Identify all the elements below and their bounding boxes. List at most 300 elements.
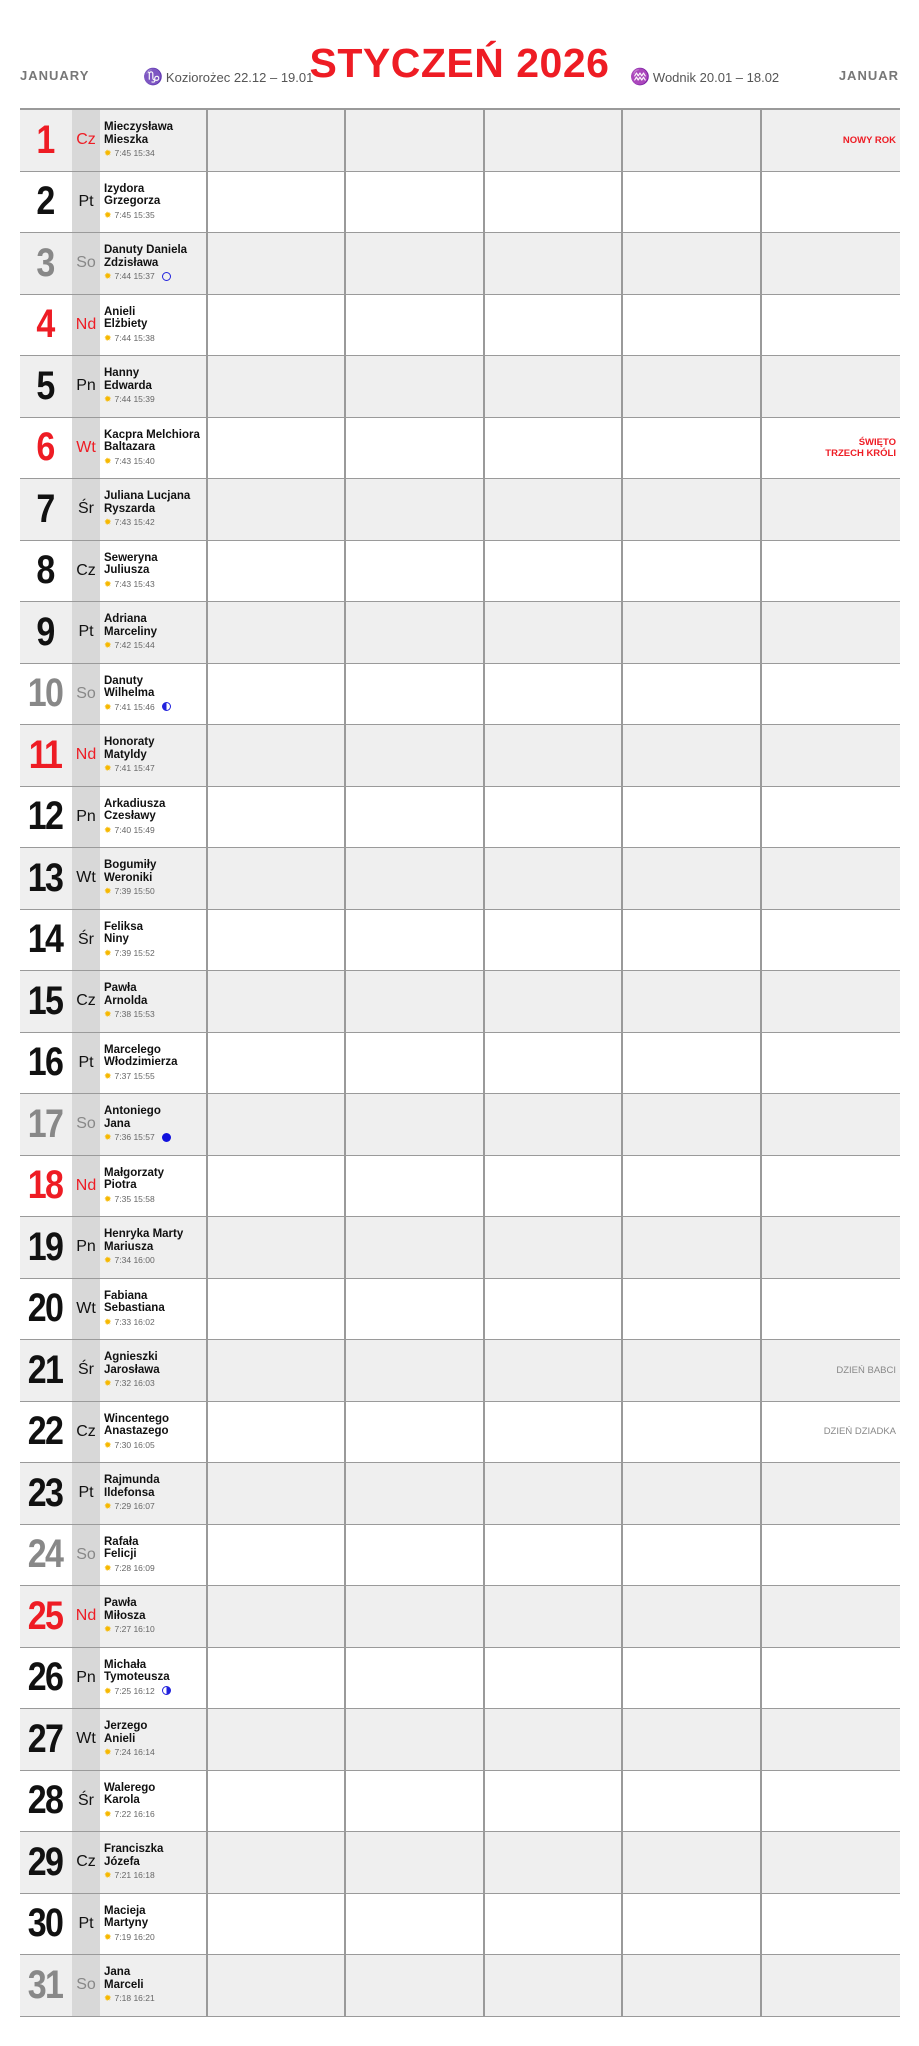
sun-times-text: 7:32 16:03 [114,1378,155,1388]
name-days [104,367,222,406]
day-row[interactable] [20,725,900,787]
column-divider [621,1156,623,1217]
column-divider [621,602,623,663]
column-divider [760,172,762,233]
holiday-label [786,1402,896,1463]
sun-icon: ✹ [104,1070,112,1081]
sun-times [104,1562,222,1575]
day-number: 27 [27,1716,63,1761]
column-divider [483,1525,485,1586]
column-divider [760,1217,762,1278]
name-day-2: Czesławy [104,810,156,822]
name-day-2: Grzegorza [104,195,161,207]
column-divider [621,1709,623,1770]
sun-icon: ✹ [104,148,112,158]
weekday-label: Pn [72,787,100,848]
sun-times-text: 7:41 15:46 [114,701,155,712]
day-row[interactable] [20,602,900,664]
weekday-label: Nd [72,295,100,356]
sun-times [104,824,222,837]
name-day-2: Mariusza [104,1240,154,1253]
sun-icon: ✹ [104,640,112,650]
column-divider [483,110,485,171]
column-divider [483,1094,485,1155]
column-divider [344,787,346,848]
name-day-1: Seweryna [104,551,158,564]
name-day-1: Franciszka [104,1843,164,1855]
name-day-1: Arkadiusza [104,797,166,810]
name-day-2: Włodzimierza [104,1056,178,1068]
name-days [104,859,222,898]
sun-times-text: 7:35 15:58 [114,1193,155,1204]
sun-times-text: 7:29 16:07 [114,1501,155,1511]
name-day-1: Adriana [104,613,147,625]
sun-times-text: 7:33 16:02 [114,1316,155,1327]
weekday-label: Śr [72,1340,100,1401]
column-divider [206,479,208,540]
column-divider [621,479,623,540]
sun-times-text: 7:39 15:52 [114,947,155,958]
column-divider [760,233,762,294]
column-divider [206,1340,208,1401]
column-divider [760,602,762,663]
weekday-label: So [72,1525,100,1586]
day-row[interactable] [20,1340,900,1402]
day-number: 19 [27,1224,63,1269]
name-day-1: Rafała [104,1535,139,1548]
name-days [104,1843,222,1882]
column-divider [621,1340,623,1401]
column-divider [621,418,623,479]
column-divider [206,664,208,725]
day-number: 16 [27,1040,63,1085]
day-number: 14 [27,917,63,962]
day-row[interactable] [20,664,900,726]
column-divider [206,1402,208,1463]
name-days [104,1044,222,1083]
column-divider [206,1894,208,1955]
weekday-label: Wt [72,1709,100,1770]
day-row[interactable] [20,1648,900,1710]
column-divider [483,1217,485,1278]
column-divider [760,1955,762,2016]
day-row[interactable] [20,295,900,357]
column-divider [483,1894,485,1955]
column-divider [760,1832,762,1893]
column-divider [206,1033,208,1094]
weekday-label: Pt [72,1894,100,1955]
sun-icon: ✹ [104,332,112,343]
name-day-1: Antoniego [104,1105,161,1117]
sun-times-text: 7:27 16:10 [114,1624,155,1634]
column-divider [344,971,346,1032]
column-divider [760,910,762,971]
column-divider [206,1586,208,1647]
sun-times-text: 7:44 15:38 [114,332,155,343]
column-divider [621,1955,623,2016]
name-day-2: Ildefonsa [104,1486,155,1499]
day-number: 13 [27,855,63,900]
sun-times [104,1070,222,1083]
column-divider [344,110,346,171]
column-divider [760,1648,762,1709]
sun-times [104,701,222,714]
day-number: 23 [27,1470,63,1515]
day-row[interactable] [20,1525,900,1587]
name-days [104,1720,222,1759]
sun-times [104,1685,222,1698]
sun-icon: ✹ [104,1562,112,1573]
name-days [104,1167,222,1206]
day-number: 29 [27,1839,63,1884]
day-number: 26 [27,1655,63,1700]
sun-icon: ✹ [104,763,112,773]
name-day-1: Izydora [104,182,145,195]
column-divider [483,1648,485,1709]
column-divider [344,1894,346,1955]
day-number: 2 [36,179,54,224]
column-divider [206,1279,208,1340]
name-day-1: Mieczysława [104,121,174,133]
column-divider [344,1955,346,2016]
name-day-2: Jarosława [104,1363,160,1376]
name-days [104,1597,222,1636]
sun-icon: ✹ [104,947,112,958]
name-day-2: Zdzisława [104,256,159,269]
column-divider [483,172,485,233]
column-divider [344,1340,346,1401]
weekday-label: Cz [72,541,100,602]
weekday-label: Pt [72,1033,100,1094]
day-number: 17 [27,1101,63,1146]
day-row[interactable] [20,479,900,541]
name-days [104,121,222,160]
column-divider [760,479,762,540]
name-day-1: Michała [104,1658,147,1671]
day-row[interactable] [20,1955,900,2017]
sun-icon: ✹ [104,271,112,281]
day-row[interactable] [20,541,900,603]
name-day-2: Edwarda [104,379,152,392]
column-divider [206,1217,208,1278]
column-divider [344,418,346,479]
column-divider [206,418,208,479]
weekday-label: Nd [72,1586,100,1647]
column-divider [344,479,346,540]
sun-times [104,393,222,406]
column-divider [760,1402,762,1463]
column-divider [483,971,485,1032]
name-day-1: Wincentego [104,1412,170,1425]
sun-times [104,516,222,529]
sun-icon: ✹ [104,886,112,896]
column-divider [760,1463,762,1524]
column-divider [483,479,485,540]
name-days [104,306,222,345]
name-day-2: Arnolda [104,994,148,1007]
column-divider [621,1771,623,1832]
column-divider [483,356,485,417]
column-divider [344,1648,346,1709]
sun-times [104,1869,222,1882]
sun-icon: ✹ [104,1931,112,1942]
day-row[interactable] [20,1894,900,1956]
day-row[interactable] [20,1094,900,1156]
day-number: 9 [36,609,54,654]
weekday-label: Pt [72,172,100,233]
name-days [104,921,222,960]
name-day-1: Danuty Daniela [104,244,188,256]
column-divider [206,725,208,786]
column-divider [483,1586,485,1647]
column-divider [760,787,762,848]
column-divider [483,664,485,725]
sun-times [104,1193,222,1206]
holiday-label [786,418,896,479]
name-day-1: Agnieszki [104,1351,158,1363]
column-divider [621,172,623,233]
day-row[interactable] [20,1402,900,1464]
name-days [104,1536,222,1575]
name-days [104,1290,222,1329]
column-divider [206,1156,208,1217]
column-divider [206,1832,208,1893]
column-divider [621,971,623,1032]
name-day-2: Sebastiana [104,1302,165,1314]
day-row[interactable] [20,233,900,295]
column-divider [206,910,208,971]
day-number: 10 [27,671,63,716]
day-number: 8 [36,548,54,593]
name-day-1: Juliana Lucjana [104,490,191,502]
column-divider [483,1402,485,1463]
sun-icon: ✹ [104,1193,112,1204]
weekday-label: Pt [72,602,100,663]
name-day-2: Matyldy [104,748,147,761]
column-divider [483,1771,485,1832]
day-number: 30 [27,1901,63,1946]
column-divider [621,1525,623,1586]
sun-times [104,1377,222,1390]
name-days [104,183,222,222]
column-divider [206,1094,208,1155]
capricorn-icon: ♑ [143,69,163,86]
column-divider [621,787,623,848]
sun-times [104,1439,222,1452]
sun-times [104,1008,222,1021]
column-divider [621,664,623,725]
moon-phase-icon [162,272,171,281]
calendar-header [0,0,919,108]
column-divider [621,233,623,294]
holiday-text: DZIEŃ DZIADKA [823,1426,896,1438]
name-day-1: Pawła [104,1597,137,1609]
weekday-label: Wt [72,848,100,909]
name-day-2: Tymoteusza [104,1671,170,1683]
day-number: 3 [36,240,54,285]
name-day-2: Marceli [104,1978,144,1991]
day-number: 22 [27,1409,63,1454]
weekday-label: Wt [72,418,100,479]
name-day-1: Macieja [104,1904,146,1917]
column-divider [621,910,623,971]
day-number: 28 [27,1778,63,1823]
column-divider [206,848,208,909]
column-divider [344,1279,346,1340]
sun-times [104,1316,222,1329]
sun-icon: ✹ [104,1378,112,1388]
sun-times [104,578,222,591]
day-row[interactable] [20,172,900,234]
name-day-2: Karola [104,1794,140,1806]
sun-times-text: 7:21 16:18 [114,1870,155,1880]
column-divider [760,1156,762,1217]
name-day-1: Anieli [104,305,136,318]
column-divider [621,1279,623,1340]
day-number: 24 [27,1532,63,1577]
column-divider [344,664,346,725]
name-day-1: Fabiana [104,1289,148,1302]
sun-times [104,147,222,160]
day-row[interactable] [20,356,900,418]
day-number: 4 [36,302,54,347]
day-row[interactable] [20,1709,900,1771]
sun-icon: ✹ [104,1255,112,1265]
column-divider [344,1156,346,1217]
moon-phase-icon [162,1686,171,1695]
name-day-2: Anastazego [104,1425,169,1437]
column-divider [344,1709,346,1770]
day-row[interactable] [20,418,900,480]
holiday-label [786,1340,896,1401]
sun-times-text: 7:22 16:16 [114,1808,155,1819]
column-divider [483,541,485,602]
sun-times-text: 7:43 15:40 [114,455,155,466]
name-days [104,798,222,837]
holiday-text: NOWY ROK [842,134,896,146]
name-day-1: Jana [104,1966,131,1978]
weekday-label: So [72,233,100,294]
column-divider [760,725,762,786]
name-day-2: Wilhelma [104,687,155,699]
sun-icon: ✹ [104,209,112,220]
name-days [104,1474,222,1513]
column-divider [483,418,485,479]
sun-icon: ✹ [104,1624,112,1634]
column-divider [483,233,485,294]
sun-times [104,1254,222,1267]
column-divider [206,541,208,602]
day-row[interactable] [20,1217,900,1279]
day-row[interactable] [20,1156,900,1218]
day-row[interactable] [20,910,900,972]
sun-icon: ✹ [104,578,112,589]
column-divider [206,1771,208,1832]
column-divider [344,725,346,786]
column-divider [760,1340,762,1401]
day-row[interactable] [20,1771,900,1833]
day-number: 6 [36,425,54,470]
column-divider [206,1525,208,1586]
column-divider [344,1586,346,1647]
day-number: 12 [27,794,63,839]
sun-times-text: 7:40 15:49 [114,824,155,835]
column-divider [760,1894,762,1955]
day-row[interactable] [20,1832,900,1894]
column-divider [344,602,346,663]
sun-times-text: 7:30 16:05 [114,1439,155,1450]
weekday-label: Śr [72,910,100,971]
column-divider [344,1402,346,1463]
sun-icon: ✹ [104,701,112,712]
weekday-label: Pt [72,1463,100,1524]
name-days [104,1105,222,1144]
weekday-label: Pn [72,1217,100,1278]
day-row[interactable] [20,787,900,849]
day-row[interactable] [20,110,900,172]
name-day-1: Bogumiły [104,859,157,871]
name-day-1: Marcelego [104,1043,161,1056]
sun-times [104,1623,222,1636]
column-divider [621,541,623,602]
column-divider [206,1955,208,2016]
name-day-2: Józefa [104,1855,140,1868]
column-divider [621,1586,623,1647]
column-divider [344,1832,346,1893]
column-divider [483,1340,485,1401]
name-days [104,1228,222,1267]
name-day-1: Walerego [104,1781,156,1794]
weekday-label: Nd [72,1156,100,1217]
name-day-2: Anieli [104,1732,136,1745]
sun-times [104,1500,222,1513]
sun-icon: ✹ [104,394,112,404]
name-day-1: Honoraty [104,736,155,748]
moon-phase-icon [162,702,171,711]
day-row[interactable] [20,1463,900,1525]
column-divider [206,233,208,294]
day-number: 25 [27,1593,63,1638]
sun-times [104,1992,222,2005]
sun-icon: ✹ [104,1009,112,1019]
day-row[interactable] [20,971,900,1033]
column-divider [760,1525,762,1586]
day-row[interactable] [20,848,900,910]
column-divider [621,1033,623,1094]
column-divider [621,110,623,171]
column-divider [344,233,346,294]
column-divider [621,1463,623,1524]
holiday-text: ŚWIĘTO TRZECH KRÓLI [825,436,896,459]
day-row[interactable] [20,1033,900,1095]
column-divider [206,1463,208,1524]
day-row[interactable] [20,1586,900,1648]
name-day-2: Weroniki [104,871,153,884]
zodiac-aquarius-label: Wodnik 20.01 – 18.02 [652,70,780,85]
sun-times-text: 7:19 16:20 [114,1931,155,1942]
column-divider [760,1709,762,1770]
column-divider [760,295,762,356]
day-row[interactable] [20,1279,900,1341]
column-divider [621,848,623,909]
column-divider [483,1955,485,2016]
weekday-label: Pn [72,1648,100,1709]
day-number: 11 [28,732,62,777]
column-divider [344,1033,346,1094]
column-divider [621,1217,623,1278]
name-day-2: Piotra [104,1179,137,1191]
sun-times-text: 7:39 15:50 [114,886,155,896]
